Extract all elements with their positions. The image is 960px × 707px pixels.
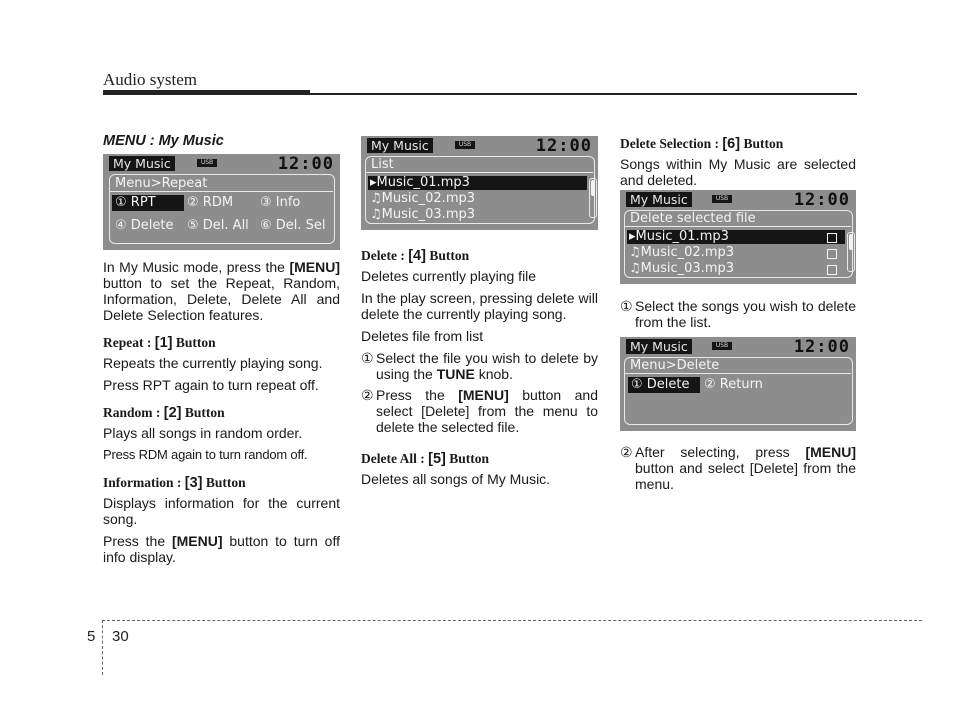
scrollbar-thumb[interactable] bbox=[849, 234, 853, 250]
menu-item-delete[interactable]: ① Delete bbox=[631, 377, 690, 392]
random-text-2: Press RDM again to turn random off. bbox=[103, 447, 308, 462]
lcd-screen-menu-delete bbox=[620, 337, 856, 431]
column-2-body bbox=[361, 236, 598, 493]
repeat-heading: Repeat : [1] Button bbox=[103, 335, 216, 351]
menu-item-rpt[interactable]: ① RPT bbox=[115, 195, 156, 210]
play-arrow-icon: ▸ bbox=[629, 229, 636, 244]
page-number: 30 bbox=[112, 628, 129, 645]
list-item-1[interactable]: ▸Music_01.mp3 bbox=[370, 175, 470, 190]
play-arrow-icon: ▸ bbox=[370, 175, 377, 190]
delete-selection-text: Songs within My Music are selected and deleted. bbox=[620, 156, 856, 188]
lcd-screen-menu-repeat bbox=[103, 154, 340, 250]
info-text-1: Displays information for the current song. bbox=[103, 495, 340, 527]
menu-item-del-all[interactable]: ⑤ Del. All bbox=[187, 218, 249, 233]
delete-text-3: Deletes file from list bbox=[361, 328, 484, 344]
column-1 bbox=[103, 133, 340, 149]
clock: 12:00 bbox=[535, 136, 592, 156]
list-separator bbox=[366, 172, 593, 173]
music-note-icon: ♫ bbox=[629, 245, 641, 260]
list-title: Delete selected file bbox=[630, 211, 756, 226]
usb-icon: USB bbox=[197, 159, 217, 167]
list-separator bbox=[625, 226, 851, 227]
lcd-screen-delete-selected bbox=[620, 190, 856, 284]
repeat-text-1: Repeats the currently playing song. bbox=[103, 355, 323, 371]
checkbox-2[interactable] bbox=[827, 249, 837, 259]
header-rule-thick bbox=[103, 90, 310, 95]
menu-title: Menu>Delete bbox=[630, 358, 720, 373]
header-rule-thin bbox=[310, 93, 857, 95]
menu-item-info[interactable]: ③ Info bbox=[260, 195, 301, 210]
menu-item-delete[interactable]: ④ Delete bbox=[115, 218, 174, 233]
delete-selection-step-2: ② After selecting, press [MENU] button and select [Delete] from the menu. bbox=[620, 444, 856, 492]
menu-separator bbox=[625, 373, 851, 374]
footer-rule bbox=[102, 620, 922, 621]
mode-label: My Music bbox=[367, 138, 433, 153]
menu-item-return[interactable]: ② Return bbox=[704, 377, 763, 392]
music-note-icon: ♫ bbox=[370, 207, 382, 222]
delete-selection-heading: Delete Selection : [6] Button bbox=[620, 136, 784, 152]
checkbox-3[interactable] bbox=[827, 265, 837, 275]
usb-icon: USB bbox=[455, 141, 475, 149]
delete-all-heading: Delete All : [5] Button bbox=[361, 451, 489, 467]
delete-heading: Delete : [4] Button bbox=[361, 248, 470, 264]
mode-label: My Music bbox=[626, 192, 692, 207]
random-text-1: Plays all songs in random order. bbox=[103, 425, 303, 441]
delete-step-1: ① Select the file you wish to delete by using the TUNE knob. bbox=[361, 350, 598, 382]
clock: 12:00 bbox=[277, 154, 334, 174]
scrollbar-thumb[interactable] bbox=[591, 180, 595, 196]
menu-item-rdm[interactable]: ② RDM bbox=[187, 195, 234, 210]
mode-label: My Music bbox=[626, 339, 692, 354]
music-note-icon: ♫ bbox=[370, 191, 382, 206]
list-item-3[interactable]: ♫Music_03.mp3 bbox=[370, 207, 476, 222]
column-1-body bbox=[103, 259, 340, 571]
delete-text-1: Deletes currently playing file bbox=[361, 268, 537, 284]
list-item-3[interactable]: ♫Music_03.mp3 bbox=[629, 261, 735, 276]
section-number: 5 bbox=[87, 628, 96, 645]
checkbox-1[interactable] bbox=[827, 233, 837, 243]
menu-title: Menu>Repeat bbox=[115, 176, 208, 191]
mode-label: My Music bbox=[109, 156, 175, 171]
footer-vertical-rule bbox=[102, 620, 103, 675]
section-heading: MENU : My Music bbox=[103, 133, 224, 149]
info-text-2: Press the [MENU] button to turn off info display. bbox=[103, 533, 340, 565]
lcd-screen-list bbox=[361, 136, 598, 230]
intro-paragraph: In My Music mode, press the [MENU] button to set the Repeat, Random, Information, Delete, Delete All and Delete Selection features. bbox=[103, 259, 340, 323]
list-item-2[interactable]: ♫Music_02.mp3 bbox=[370, 191, 476, 206]
page-header-title: Audio system bbox=[103, 70, 197, 89]
clock: 12:00 bbox=[793, 337, 850, 357]
list-item-1[interactable]: ▸Music_01.mp3 bbox=[629, 229, 729, 244]
delete-step-2: ② Press the [MENU] button and select [Delete] from the menu to delete the selected file. bbox=[361, 387, 599, 435]
list-title: List bbox=[371, 157, 394, 172]
usb-icon: USB bbox=[712, 195, 732, 203]
info-heading: Information : [3] Button bbox=[103, 475, 246, 491]
column-3-step-2 bbox=[620, 444, 856, 497]
music-note-icon: ♫ bbox=[629, 261, 641, 276]
usb-icon: USB bbox=[712, 342, 732, 350]
menu-item-del-sel[interactable]: ⑥ Del. Sel bbox=[260, 218, 326, 233]
menu-separator bbox=[110, 191, 333, 192]
column-3-step-1 bbox=[620, 298, 856, 335]
delete-selection-step-1: ① Select the songs you wish to delete from the list. bbox=[620, 298, 856, 330]
clock: 12:00 bbox=[793, 190, 850, 210]
delete-all-text: Deletes all songs of My Music. bbox=[361, 471, 551, 487]
list-item-2[interactable]: ♫Music_02.mp3 bbox=[629, 245, 735, 260]
random-heading: Random : [2] Button bbox=[103, 405, 225, 421]
repeat-text-2: Press RPT again to turn repeat off. bbox=[103, 377, 319, 393]
delete-text-2: In the play screen, pressing delete will delete the currently playing song. bbox=[361, 290, 598, 322]
column-3-top bbox=[620, 124, 856, 194]
